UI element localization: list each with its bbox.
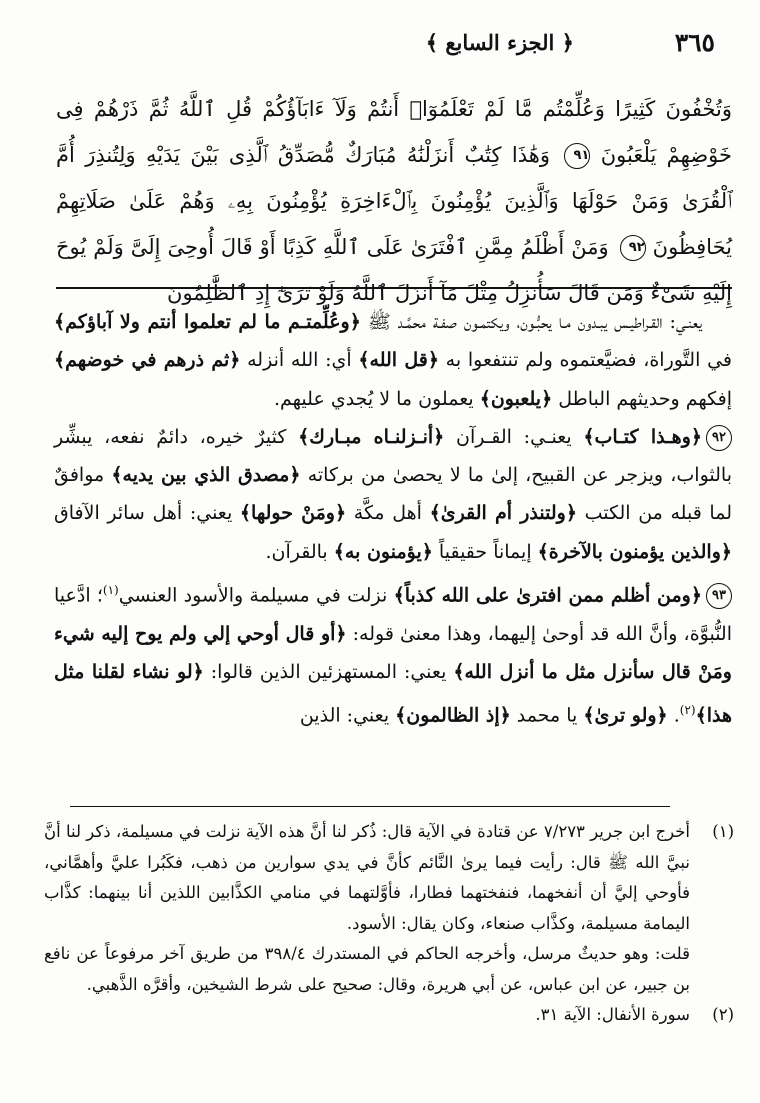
p2-text: يعني: أهل سائر الآفاق: [54, 502, 240, 525]
p1-text: إفكهم وحديثهم الباطل: [552, 387, 732, 410]
footnotes-block: [44, 817, 734, 1031]
p1-quote: ﴿يلعبون﴾: [479, 387, 553, 410]
footnote-line: أخرج ابن جرير ٧/٢٧٣ عن قتادة في الآية قال: ذُكر لنا أنَّ هذه الآية نزلت في مسيلمة، ذكر لنا أنَّ نبيَّ الله ﷺ قال: رأيت فيما يرىٰ النَّائم كأنَّ في يدي سوارين من ذهب، فكَبُرا عليَّ وأهمَّاني، فأوحي إليَّ أن أنفخهما، فنفختهما فطارا، فأوَّلتهما في منامي الكذَّابين اللذين أنا بينهما: كذَّاب اليمامة مسيلمة، وكذَّاب صنعاء، وكان يقال: الأسود.: [44, 822, 690, 933]
verse-marker-93-commentary: ٩٣: [706, 583, 732, 609]
p2-text: أهل مكَّة: [346, 502, 430, 525]
p1-text: يعنـي: القـراطيـس يبـدون مـا يحبُّـون، ويكتمـون صفـة محمَّـد ﷺ: [360, 311, 702, 333]
footnote-line: قلت: وهو حديثٌ مرسل، وأخرجه الحاكم في المستدرك ٣٩٨/٤ من طريق آخر مرفوعاً عن نافع بن جبير، عن ابن عباس، عن أبي هريرة، وقال: صحيح على شرط الشيخين، وأقرَّه الذَّهبي.: [44, 944, 690, 994]
p3-text: يعني: الذين: [299, 704, 396, 727]
page-number: ٣٦٥: [674, 27, 715, 57]
footnote-ref-2[interactable]: (٢): [679, 703, 696, 718]
p1-quote: ﴿وعُلِّمتـم ما لم تعلموا أنتم ولا آباؤكم﴾: [54, 311, 361, 333]
footnote-body: [44, 1000, 690, 1031]
footnote-number: (٢): [712, 1005, 734, 1024]
verse-92: وَهَٰذَا كِتَٰبٌ أَنزَلْنَٰهُ مُبَارَكٌ مُّصَدِّقُ ٱلَّذِى بَيْنَ يَدَيْهِ وَلِتُنذِرَ أُمَّ ٱلْقُرَىٰ وَمَنْ حَوْلَهَا وَٱلَّذِينَ يُؤْمِنُونَ بِٱلْءَاخِرَةِ يُؤْمِنُونَ بِهِۦ وَهُمْ عَلَىٰ صَلَاتِهِمْ يُحَافِظُونَ: [56, 143, 732, 259]
footnote-number: (١): [712, 822, 734, 841]
running-title: ﴿ الجزء السابع ﴾: [425, 29, 574, 55]
footnote-2: [44, 1000, 734, 1031]
verse-marker-92-commentary: ٩٢: [706, 425, 732, 451]
p2-text: كثيرٌ خيره، دائمٌ نفعه، يبشِّر بالثواب، ويزجر عن القبيح، إلىٰ ما لا يحصىٰ من بركاته: [54, 425, 732, 487]
p3-quote: ﴿لو نشاء لقلنا مثل هذا﴾: [54, 661, 732, 727]
p1-quote: ﴿ثم ذرهم في خوضهم﴾: [54, 349, 241, 372]
p2-quote: ﴿وهـذا كتـاب﴾: [583, 425, 703, 448]
p2-quote: ﴿مصدق الذي بين يديه﴾: [111, 464, 301, 487]
verse-marker-91: ٩١: [564, 143, 590, 169]
verse-93-start: وَمَنْ أَظْلَمُ مِمَّنِ ٱفْتَرَىٰ عَلَى ٱللَّهِ كَذِبًا أَوْ قَالَ أُوحِىَ إِلَىَّ وَلَمْ يُوحَ إِلَيْهِ شَىْءٌ وَمَن قَالَ سَأُنزِلُ مِثْلَ مَآ أَنزَلَ ٱللَّهُ وَلَوْ تَرَىٰٓ إِذِ ٱلظَّٰلِمُونَ: [56, 235, 732, 305]
verse-marker-92: ٩٢: [620, 235, 646, 261]
p3-quote: ﴿ومن أظلم ممن افترىٰ على الله كذباً﴾: [393, 584, 702, 607]
footnote-ref-1[interactable]: (١): [102, 583, 119, 598]
p3-text: يعني: المستهزئين الذين قالوا:: [203, 661, 454, 683]
p2-quote: ﴿ولتنذر أم القرىٰ﴾: [429, 502, 577, 525]
commentary-block: [54, 303, 732, 735]
p2-quote: ﴿والذين يؤمنون بالآخرة﴾: [537, 540, 732, 563]
p2-text: موافقٌ لما قبله من الكتب: [54, 464, 732, 525]
footnote-line: سورة الأنفال: الآية ٣١.: [535, 1005, 690, 1024]
footnote-body: [44, 817, 690, 1000]
p2-text: يعنـي: القـرآن: [444, 425, 584, 448]
p3-text: نزلت في مسيلمة والأسود العنسي: [118, 584, 394, 607]
p2-text: إيماناً حقيقياً: [432, 540, 538, 563]
p2-quote: ﴿ومَنْ حولها﴾: [239, 502, 347, 525]
p2-quote: ﴿أنـزلنـاه مبـارك﴾: [298, 425, 445, 448]
p1-text: يعملون ما لا يُجدي عليهم.: [273, 387, 480, 410]
p3-quote: ﴿أو قال أوحي إلي ولم يوح إليه شيء ومَنْ قال سأنزل مثل ما أنزل الله﴾: [54, 622, 732, 683]
p2-quote: ﴿يؤمنون به﴾: [333, 540, 433, 563]
commentary-paragraph-2: [54, 418, 732, 571]
commentary-paragraph-1: [54, 303, 732, 418]
quran-divider: [56, 287, 732, 289]
p3-text: ؛ ادَّعيا النُّبوَّة، وأنَّ الله قد أوحىٰ إليهما، وهذا معنىٰ قوله:: [54, 584, 732, 645]
p3-text: .: [667, 704, 680, 727]
quran-text-block: [56, 86, 732, 316]
footnote-divider: [70, 806, 670, 807]
verse-91-end: وَتُخْفُونَ كَثِيرًا وَعُلِّمْتُم مَّا لَمْ تَعْلَمُوٓا۟ أَنتُمْ وَلَآ ءَابَآؤُكُمْ قُلِ ٱللَّهُ ثُمَّ ذَرْهُمْ فِى خَوْضِهِمْ يَلْعَبُونَ: [56, 97, 732, 167]
commentary-paragraph-3: [54, 571, 732, 735]
p1-quote: ﴿قل الله﴾: [358, 349, 439, 372]
footnote-1: [44, 817, 734, 1000]
page-header: [45, 22, 715, 62]
p1-text: أي: الله أنزله: [240, 349, 359, 372]
p3-quote: ﴿إذ الظالمون﴾: [395, 704, 511, 727]
p1-text: في التَّوراة، فضيَّعتموه ولم تنتفعوا به: [438, 349, 732, 372]
p2-text: بالقرآن.: [265, 540, 334, 563]
p3-quote: ﴿ولو ترىٰ﴾: [583, 704, 668, 727]
p3-text: يا محمد: [510, 704, 584, 727]
